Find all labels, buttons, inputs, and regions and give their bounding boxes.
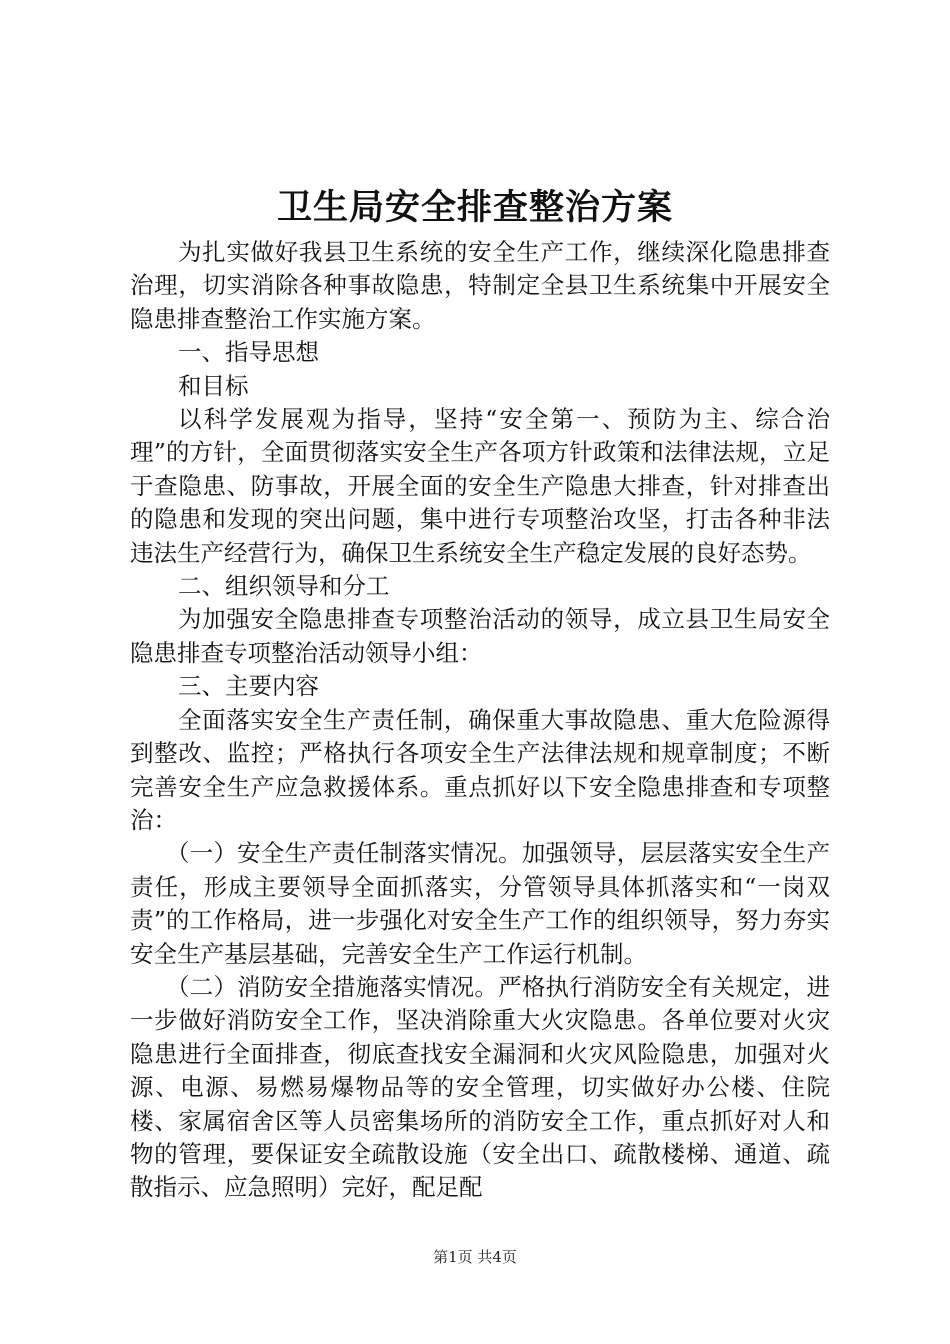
heading-main-content: 三、主要内容 <box>178 672 319 701</box>
heading-organization: 二、组织领导和分工 <box>178 572 390 601</box>
paragraph-leadership-group: 为加强安全隐患排查专项整治活动的领导，成立县卫生局安全隐患排查专项整治活动领导小组： <box>130 605 830 667</box>
paragraph-guiding-principles: 以科学发展观为指导，坚持“安全第一、预防为主、综合治理”的方针，全面贯彻落实安全生产各项方针政策和法律法规，立足于查隐患、防事故，开展全面的安全生产隐患大排查，针对排查出的隐患和发现的突出问题，集中进行专项整治攻坚，打击各种非法违法生产经营行为，确保卫生系统安全生产稳定发展的良好态势。 <box>130 405 830 567</box>
heading-and-goals: 和目标 <box>178 371 249 400</box>
paragraph-item-two: （二）消防安全措施落实情况。严格执行消防安全有关规定，进一步做好消防安全工作，坚决消除重大火灾隐患。各单位要对火灾隐患进行全面排查，彻底查找安全漏洞和火灾风险隐患，加强对火源、电源、易燃易爆物品等的安全管理，切实做好办公楼、住院楼、家属宿舍区等人员密集场所的消防安全工作，重点抓好对人和物的管理，要保证安全疏散设施（安全出口、疏散楼梯、通道、疏散指示、应急照明）完好，配足配 <box>130 972 830 1202</box>
document-body <box>130 236 830 1205</box>
document-title: 卫生局安全排查整治方案 <box>276 187 673 228</box>
paragraph-intro: 为扎实做好我县卫生系统的安全生产工作，继续深化隐患排查治理，切实消除各种事故隐患，特制定全县卫生系统集中开展安全隐患排查整治工作实施方案。 <box>130 238 830 333</box>
paragraph-main-content: 全面落实安全生产责任制，确保重大事故隐患、重大危险源得到整改、监控；严格执行各项安全生产法律法规和规章制度；不断完善安全生产应急救援体系。重点抓好以下安全隐患排查和专项整治： <box>130 705 830 834</box>
heading-guiding-ideology: 一、指导思想 <box>178 338 319 367</box>
paragraph-item-one: （一）安全生产责任制落实情况。加强领导，层层落实安全生产责任，形成主要领导全面抓落实，分管领导具体抓落实和“一岗双责”的工作格局，进一步强化对安全生产工作的组织领导，努力夯实安全生产基层基础，完善安全生产工作运行机制。 <box>130 839 830 968</box>
page-footer: 第1页 共4页 <box>433 1248 517 1266</box>
